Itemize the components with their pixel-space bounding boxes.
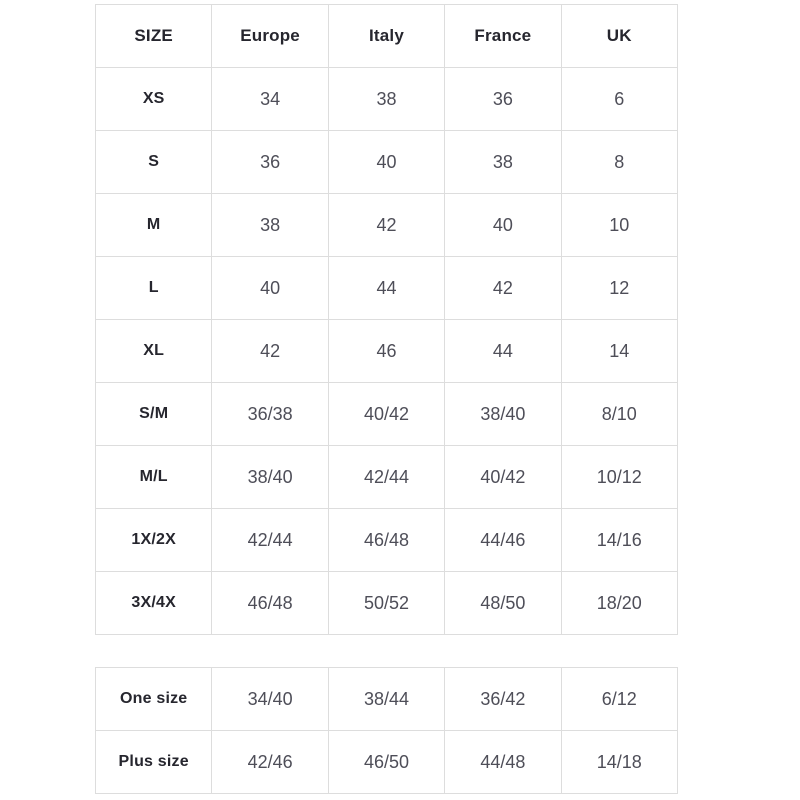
cell-value: 44/48 — [445, 731, 561, 794]
cell-value: 6 — [561, 68, 677, 131]
row-label: S — [96, 131, 212, 194]
cell-value: 10 — [561, 194, 677, 257]
cell-value: 34 — [212, 68, 328, 131]
cell-value: 40/42 — [445, 446, 561, 509]
cell-value: 40 — [445, 194, 561, 257]
column-header-uk: UK — [561, 5, 677, 68]
column-header-france: France — [445, 5, 561, 68]
table-row — [96, 383, 678, 446]
row-label: 3X/4X — [96, 572, 212, 635]
cell-value: 6/12 — [561, 668, 677, 731]
cell-value: 46/50 — [328, 731, 444, 794]
table-row — [96, 509, 678, 572]
cell-value: 34/40 — [212, 668, 328, 731]
row-label: 1X/2X — [96, 509, 212, 572]
cell-value: 46/48 — [212, 572, 328, 635]
cell-value: 38/40 — [212, 446, 328, 509]
cell-value: 44 — [445, 320, 561, 383]
table-row — [96, 68, 678, 131]
cell-value: 14/16 — [561, 509, 677, 572]
cell-value: 38 — [445, 131, 561, 194]
table-row — [96, 320, 678, 383]
column-header-size: SIZE — [96, 5, 212, 68]
cell-value: 40 — [328, 131, 444, 194]
size-conversion-table — [95, 4, 678, 635]
cell-value: 40/42 — [328, 383, 444, 446]
cell-value: 42/46 — [212, 731, 328, 794]
cell-value: 36 — [445, 68, 561, 131]
table-row — [96, 194, 678, 257]
header-row — [96, 5, 678, 68]
cell-value: 42 — [212, 320, 328, 383]
cell-value: 48/50 — [445, 572, 561, 635]
row-label: Plus size — [96, 731, 212, 794]
table-row — [96, 668, 678, 731]
table-row — [96, 731, 678, 794]
column-header-europe: Europe — [212, 5, 328, 68]
cell-value: 38/44 — [328, 668, 444, 731]
table-gap — [95, 635, 800, 667]
one-size-plus-size-table — [95, 667, 678, 794]
cell-value: 14/18 — [561, 731, 677, 794]
cell-value: 10/12 — [561, 446, 677, 509]
cell-value: 42/44 — [212, 509, 328, 572]
cell-value: 36/42 — [445, 668, 561, 731]
cell-value: 36 — [212, 131, 328, 194]
cell-value: 36/38 — [212, 383, 328, 446]
row-label: M — [96, 194, 212, 257]
cell-value: 44 — [328, 257, 444, 320]
cell-value: 18/20 — [561, 572, 677, 635]
column-header-italy: Italy — [328, 5, 444, 68]
cell-value: 44/46 — [445, 509, 561, 572]
cell-value: 40 — [212, 257, 328, 320]
cell-value: 38 — [328, 68, 444, 131]
row-label: One size — [96, 668, 212, 731]
cell-value: 38 — [212, 194, 328, 257]
cell-value: 12 — [561, 257, 677, 320]
table-row — [96, 257, 678, 320]
cell-value: 46 — [328, 320, 444, 383]
cell-value: 14 — [561, 320, 677, 383]
table-row — [96, 446, 678, 509]
row-label: S/M — [96, 383, 212, 446]
table-row — [96, 131, 678, 194]
table-row — [96, 572, 678, 635]
row-label: XS — [96, 68, 212, 131]
cell-value: 8/10 — [561, 383, 677, 446]
cell-value: 38/40 — [445, 383, 561, 446]
cell-value: 42 — [445, 257, 561, 320]
row-label: XL — [96, 320, 212, 383]
cell-value: 46/48 — [328, 509, 444, 572]
cell-value: 50/52 — [328, 572, 444, 635]
cell-value: 42 — [328, 194, 444, 257]
cell-value: 8 — [561, 131, 677, 194]
row-label: L — [96, 257, 212, 320]
row-label: M/L — [96, 446, 212, 509]
cell-value: 42/44 — [328, 446, 444, 509]
